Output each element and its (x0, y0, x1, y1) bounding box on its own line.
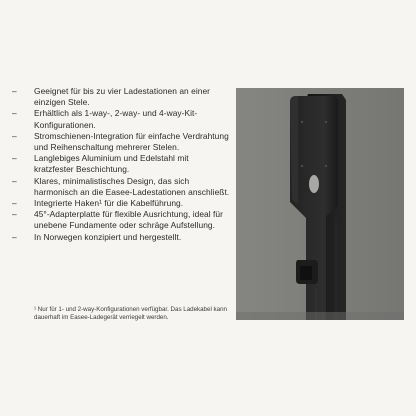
screw-hole (325, 121, 327, 123)
feature-text: In Norwegen konzipiert und hergestellt. (34, 231, 182, 242)
feature-text: Langlebiges Aluminium und Edelstahl mit kratzfester Beschichtung. (34, 153, 189, 175)
bullet-dash: – (12, 209, 17, 220)
feature-item (12, 176, 230, 198)
product-photo (236, 88, 404, 320)
feature-text: Stromschienen-Integration für einfache Verdrahtung und Reihenschaltung mehrerer Stelen. (34, 130, 229, 153)
bullet-dash: – (12, 108, 17, 119)
floor-shadow (236, 312, 404, 320)
bullet-dash: – (12, 86, 17, 96)
cable-slot (309, 175, 319, 193)
cable-hook-inner (300, 266, 312, 280)
feature-item (12, 108, 230, 130)
feature-item (12, 209, 230, 231)
bullet-dash: – (12, 175, 17, 186)
bullet-dash: – (12, 198, 17, 209)
bullet-dash: – (12, 130, 17, 141)
feature-item (12, 131, 230, 153)
feature-list (12, 86, 230, 243)
feature-text: Integrierte Haken¹ für die Kabelführung. (34, 198, 184, 209)
charging-post-illustration (236, 88, 404, 320)
feature-item (12, 232, 230, 243)
feature-text: Geeignet für bis zu vier Ladestationen an einer einzigen Stele. (34, 86, 211, 108)
feature-text: 45°-Adapterplatte für flexible Ausrichtung, ideal für unebene Fundamente oder schräge Aufstellung. (34, 209, 223, 231)
feature-item (12, 86, 230, 108)
footnote: ¹ Nur für 1- und 2-way-Konfigurationen verfügbar. Das Ladekabel kann dauerhaft im Easee-Ladegerät verriegelt werden. (34, 306, 227, 322)
feature-text: Klares, minimalistisches Design, das sich harmonisch an die Easee-Ladestationen anschließt. (34, 175, 230, 197)
feature-item (12, 153, 230, 175)
screw-hole (301, 165, 303, 167)
screw-hole (301, 121, 303, 123)
bullet-dash: – (12, 231, 17, 242)
screw-hole (325, 165, 327, 167)
feature-item (12, 198, 230, 209)
bullet-dash: – (12, 153, 17, 164)
feature-text: Erhältlich als 1-way-, 2-way- und 4-way-Kit-Konfigurationen. (34, 108, 198, 130)
